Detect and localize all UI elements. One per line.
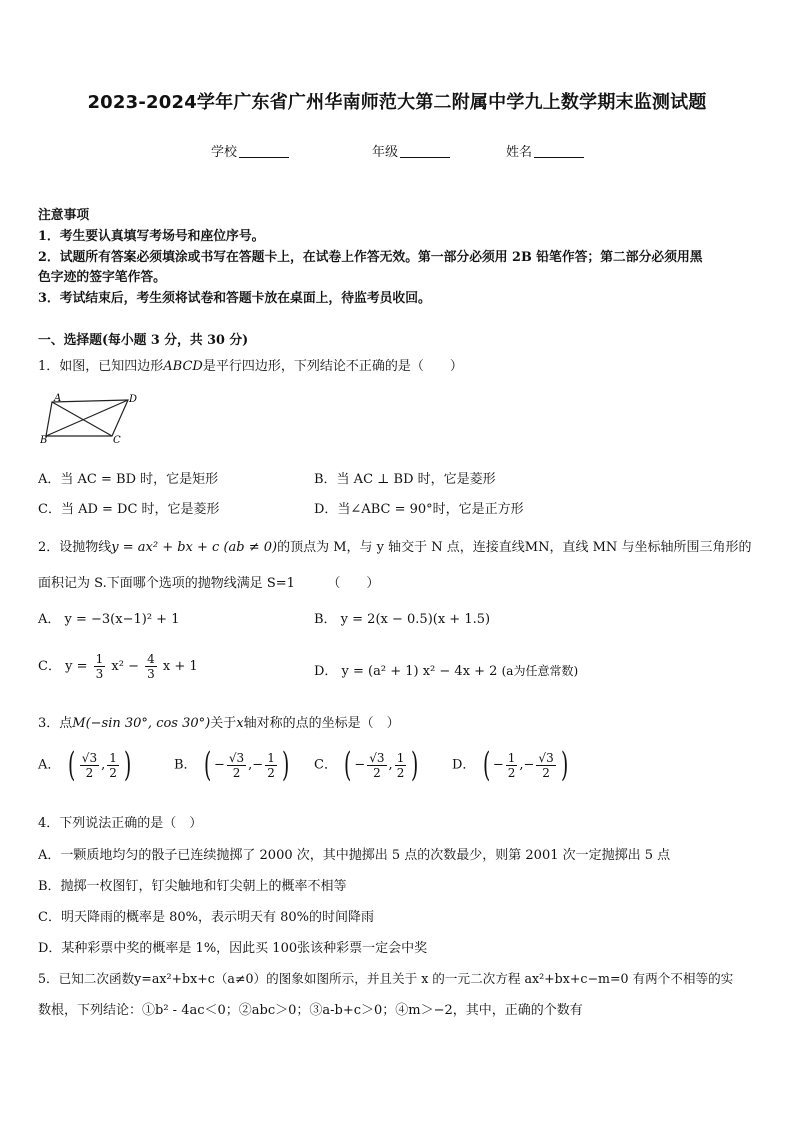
q3-option-d[interactable]: D． ( − $\frac{1}{2}$ ,− $\frac{√3}{2}$ )	[452, 745, 568, 785]
q3-opt-label: B．	[174, 757, 197, 773]
notes-heading: 注意事项	[38, 208, 90, 223]
q3-stem-b: 关于	[210, 716, 237, 731]
notes-item: 3．考试结束后，考生须将试卷和答题卡放在桌面上，待监考员收回。	[38, 291, 431, 306]
vertex-label: A	[54, 393, 62, 404]
grade-label: 年级	[372, 145, 399, 160]
notes-item: 2．试题所有答案必须填涂或书写在答题卡上，在试卷上作答无效。第一部分必须用 2B 铅笔作答；第二部分必须用黑	[38, 250, 703, 265]
question-3-stem	[38, 712, 400, 731]
q1-option-b[interactable]: B．当 AC ⊥ BD 时，它是菱形	[314, 472, 496, 487]
parallelogram-figure	[40, 390, 150, 450]
q3-opt-label: C．	[314, 757, 337, 773]
q4-option-a[interactable]: A．一颗质地均匀的骰子已连续抛掷了 2000 次，其中抛掷出 5 点的次数最少，则第 2001 次一定抛掷出 5 点	[38, 848, 671, 863]
grade-field	[372, 141, 450, 160]
name-label: 姓名	[506, 145, 533, 160]
page-title: 2023-2024学年广东省广州华南师范大第二附属中学九上数学期末监测试题	[87, 92, 707, 113]
q4-option-d[interactable]: D．某种彩票中奖的概率是 1%，因此买 100张该种彩票一定会中奖	[38, 941, 428, 956]
q2-option-a[interactable]: A． y = −3(x−1)² + 1	[38, 612, 180, 627]
q2-line1-a: 2．设抛物线	[38, 540, 112, 555]
question-5-line2: 数根，下列结论：①b² - 4ac＜0；②abc＞0；③a-b+c＞0；④m＞−2，其中，正确的个数有	[38, 1003, 583, 1018]
q3-stem-c: 轴对称的点的坐标是（ ）	[243, 716, 400, 731]
section-heading: 一、选择题(每小题 3 分，共 30 分)	[38, 333, 249, 348]
question-2-line2: 面积记为 S.下面哪个选项的抛物线满足 S=1 （ ）	[38, 576, 380, 591]
name-blank[interactable]	[534, 145, 584, 158]
vertex-label: C	[113, 435, 121, 446]
q2-opt-d-eq: D． y = (a² + 1) x² − 4x + 2	[314, 664, 498, 679]
fraction-one-third: $\frac{1}{3}$	[95, 652, 104, 681]
q1-stem-b: 是平行四边形，下列结论不正确的是（ ）	[202, 359, 463, 374]
q2-opt-c-eq-c: x + 1	[162, 659, 198, 674]
q1-option-d[interactable]: D．当∠ABC = 90°时，它是正方形	[314, 502, 524, 517]
q1-stem-a: 1．如图，已知四边形	[38, 359, 164, 374]
q3-option-b[interactable]: B． ( − $\frac{√3}{2}$ ,− $\frac{1}{2}$ )	[174, 745, 290, 785]
notes-item: 色字迹的签字笔作答。	[38, 270, 166, 285]
school-label: 学校	[211, 145, 238, 160]
school-field	[211, 141, 289, 160]
q4-option-b[interactable]: B．抛掷一枚图钉，钉尖触地和钉尖朝上的概率不相等	[38, 879, 347, 894]
question-2-line1	[38, 536, 751, 555]
q3-option-a[interactable]: A． ( $\frac{√3}{2}$ , $\frac{1}{2}$ )	[38, 745, 132, 785]
fraction-four-thirds: $\frac{4}{3}$	[147, 652, 155, 681]
school-blank[interactable]	[239, 145, 289, 158]
q2-line1-b: 的顶点为 M，与 y 轴交于 N 点，连接直线MN，直线 MN 与坐标轴所围三角形的	[277, 540, 752, 555]
q4-option-c[interactable]: C．明天降雨的概率是 80%，表示明天有 80%的时间降雨	[38, 910, 375, 925]
q2-equation: y = ax² + bx + c (ab ≠ 0)	[111, 540, 278, 555]
q3-opt-label: D．	[452, 757, 476, 773]
vertex-label: D	[129, 394, 138, 405]
q2-option-b[interactable]: B． y = 2(x − 0.5)(x + 1.5)	[314, 612, 491, 627]
q1-option-a[interactable]: A．当 AC = BD 时，它是矩形	[38, 472, 219, 487]
diagonal-ac	[52, 402, 112, 436]
q3-opt-label: A．	[38, 757, 61, 773]
q2-opt-c-eq-a: y =	[65, 659, 88, 674]
q2-option-d[interactable]	[314, 660, 578, 679]
grade-blank[interactable]	[400, 145, 450, 158]
name-field	[506, 141, 584, 160]
q3-point: M(−sin 30°, cos 30°)	[72, 716, 211, 731]
q1-option-c[interactable]: C．当 AD = DC 时，它是菱形	[38, 502, 220, 517]
q3-axis-var: x	[236, 716, 244, 731]
q3-option-c[interactable]: C． ( − $\frac{√3}{2}$ , $\frac{1}{2}$ )	[314, 745, 419, 785]
q3-stem-a: 3．点	[38, 716, 73, 731]
notes-item: 1．考生要认真填写考场号和座位序号。	[38, 229, 265, 244]
question-4-stem: 4．下列说法正确的是（ ）	[38, 816, 203, 831]
question-1-stem	[38, 355, 463, 374]
q2-option-c[interactable]	[38, 652, 198, 681]
vertex-label: B	[40, 435, 48, 446]
q1-stem-var: ABCD	[163, 359, 203, 374]
q2-opt-d-note: (a为任意常数)	[501, 664, 579, 678]
q2-opt-c-eq-b: x² −	[111, 659, 139, 674]
question-5-line1: 5．已知二次函数y=ax²+bx+c（a≠0）的图象如图所示，并且关于 x 的一元二次方程 ax²+bx+c−m=0 有两个不相等的实	[38, 971, 734, 986]
q2-opt-c-label: C．	[38, 659, 61, 674]
